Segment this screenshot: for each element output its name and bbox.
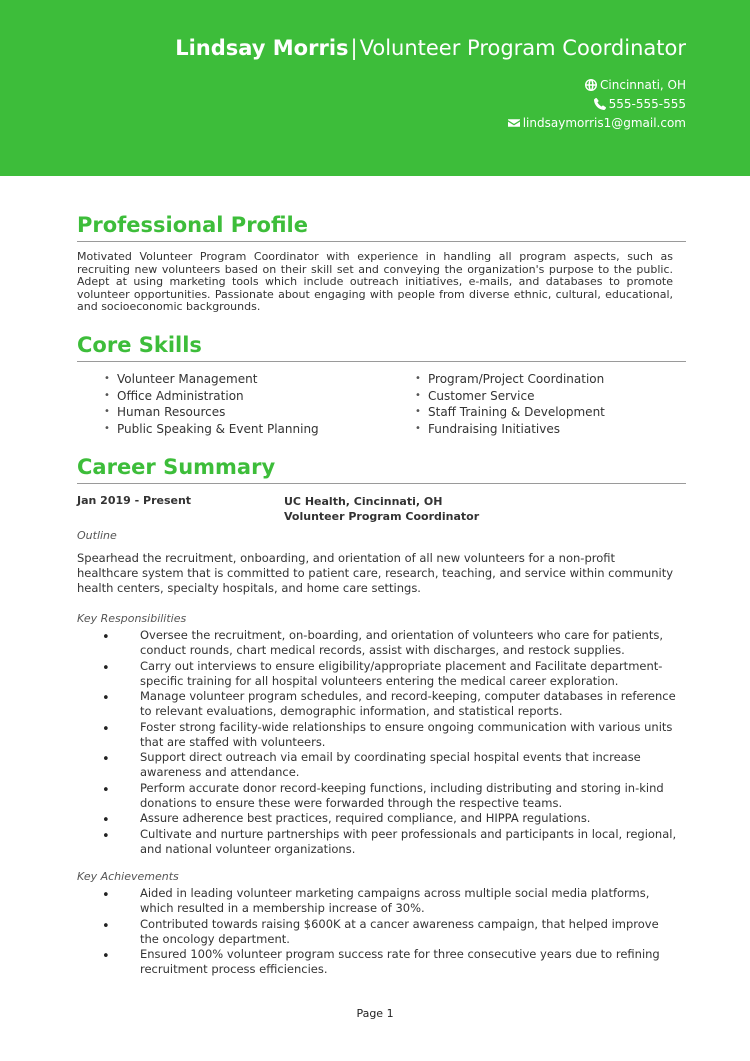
list-item: • Oversee the recruitment, on-boarding, and orientation of volunteers who care for patients, conduct rounds, chart medical records, assist with discharges, and restock supplies. — [100, 628, 680, 658]
list-item: • Support direct outreach via email by coordinating special hospital events that increase awareness and attendance. — [100, 750, 680, 780]
achievements-label: Key Achievements — [77, 870, 179, 883]
list-item: • Manage volunteer program schedules, and record-keeping, computer databases in reference to relevant evaluations, demographic information, and statistical reports. — [100, 689, 680, 719]
profile-text: Motivated Volunteer Program Coordinator with experience in handling all program aspects, such as recruiting new volunteers based on their skill set and conveying the organization's purpose to the public. Adept at using marketing tools which include outreach initiatives, e-mails, and databases to promote volunteer opportunities. Passionate about engaging with people from diverse ethnic, cultural, educational, and socioeconomic backgrounds. — [77, 250, 673, 313]
list-item: • Assure adherence best practices, required compliance, and HIPPA regulations. — [100, 811, 680, 826]
candidate-job-title: Volunteer Program Coordinator — [359, 36, 686, 60]
skill-item: • Staff Training & Development — [415, 404, 605, 421]
list-item: • Aided in leading volunteer marketing campaigns across multiple social media platforms, which resulted in a membership increase of 30%. — [100, 886, 680, 916]
list-item: • Carry out interviews to ensure eligibility/appropriate placement and Facilitate department-specific training for all hospital volunteers entering the medical career exploration. — [100, 659, 680, 689]
contact-phone — [594, 97, 686, 111]
responsibilities-list — [100, 628, 680, 857]
title-separator: | — [350, 36, 358, 60]
email-text[interactable]: lindsaymorris1@gmail.com — [522, 116, 686, 130]
skill-item: • Human Resources — [104, 404, 319, 421]
career-heading: Career Summary — [77, 453, 686, 484]
skill-item: • Fundraising Initiatives — [415, 421, 605, 438]
responsibilities-label: Key Responsibilities — [77, 612, 187, 625]
list-item: • Foster strong facility-wide relationships to ensure ongoing communication with various units that are staffed with volunteers. — [100, 720, 680, 750]
profile-heading: Professional Profile — [77, 211, 686, 242]
phone-text: 555-555-555 — [608, 97, 686, 111]
header-title — [175, 36, 686, 60]
list-item: • Perform accurate donor record-keeping functions, including distributing and storing in-kind donations to ensure these were forwarded through the respective teams. — [100, 781, 680, 811]
skill-item: • Volunteer Management — [104, 371, 319, 388]
job-outline: Spearhead the recruitment, onboarding, and orientation of all new volunteers for a non-profit healthcare system that is committed to patient care, research, teaching, and service within community health centers, specialty hospitals, and home care settings. — [77, 551, 674, 595]
list-item: • Contributed towards raising $600K at a cancer awareness campaign, that helped improve the oncology department. — [100, 917, 680, 947]
globe-icon — [585, 79, 597, 91]
list-item: • Ensured 100% volunteer program success rate for three consecutive years due to refining recruitment process efficiencies. — [100, 947, 680, 977]
page-number: Page 1 — [356, 1007, 394, 1020]
candidate-name: Lindsay Morris — [175, 36, 349, 60]
job-dates: Jan 2019 - Present — [77, 494, 192, 507]
job-title: Volunteer Program Coordinator — [284, 510, 480, 523]
skills-list-left — [104, 371, 319, 437]
contact-email — [508, 116, 686, 130]
skill-item: • Office Administration — [104, 388, 319, 405]
envelope-icon — [508, 117, 520, 129]
phone-icon — [594, 98, 606, 110]
skills-list-right — [415, 371, 605, 437]
contact-location — [585, 78, 686, 92]
skill-item: • Public Speaking & Event Planning — [104, 421, 319, 438]
list-item: • Cultivate and nurture partnerships with peer professionals and participants in local, regional, and national volunteer organizations. — [100, 827, 680, 857]
job-employer: UC Health, Cincinnati, OH — [284, 495, 443, 508]
resume-header — [0, 0, 750, 176]
location-text: Cincinnati, OH — [600, 78, 686, 92]
job-employer-block — [284, 494, 479, 524]
skill-item: • Customer Service — [415, 388, 605, 405]
achievements-list — [100, 886, 680, 978]
skill-item: • Program/Project Coordination — [415, 371, 605, 388]
outline-label: Outline — [77, 529, 117, 542]
skills-heading: Core Skills — [77, 331, 686, 362]
